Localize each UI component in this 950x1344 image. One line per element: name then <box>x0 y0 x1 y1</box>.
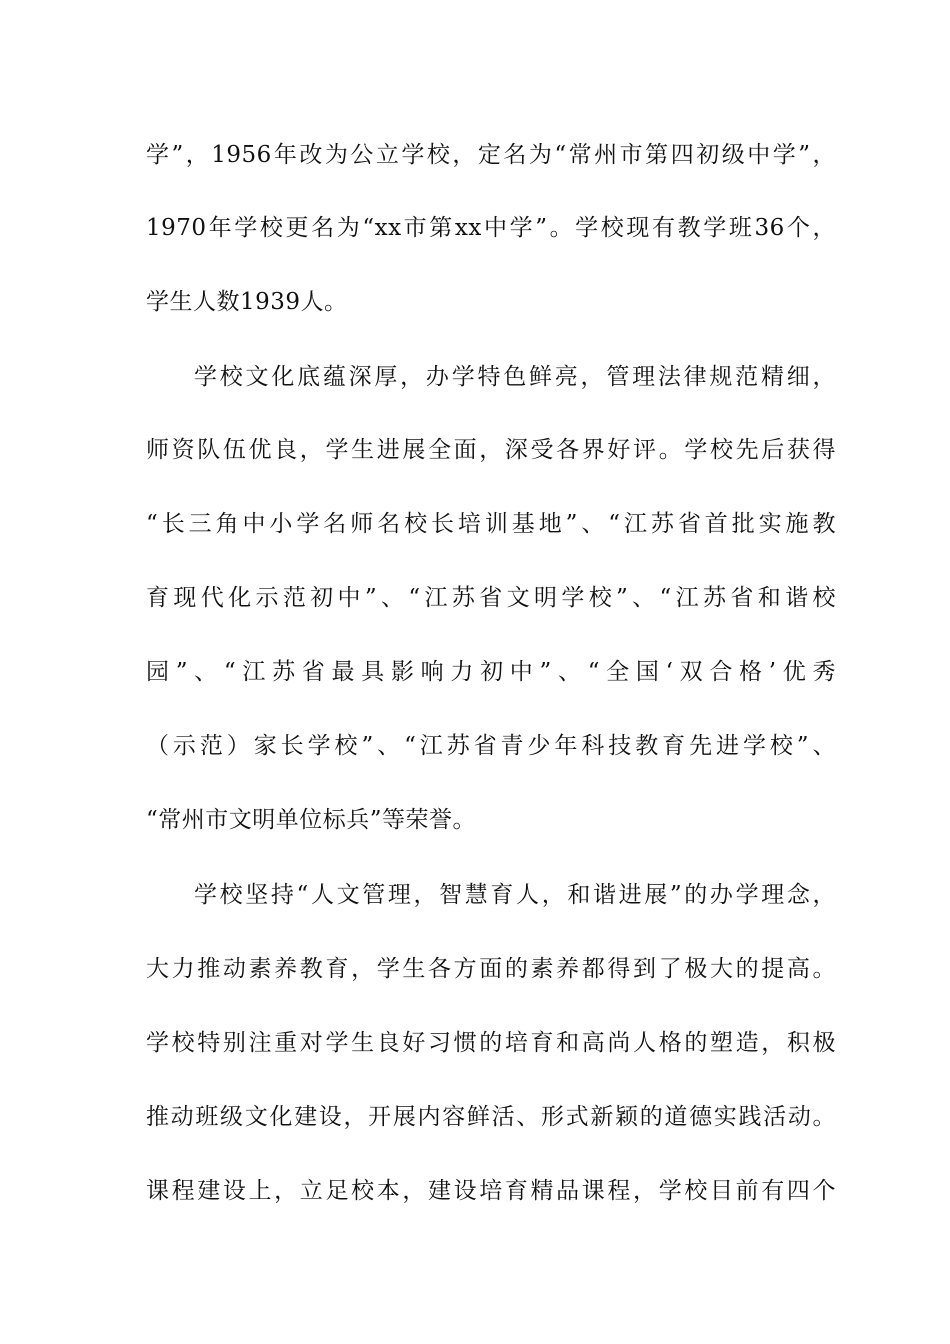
text-line: “常州市文明单位标兵”等荣誉。 <box>146 807 477 833</box>
text-line: （示范）家长学校”、“江苏省青少年科技教育先进学校”、 <box>146 733 836 759</box>
text-line: 1970年学校更名为“xx市第xx中学”。学校现有教学班36个， <box>146 215 836 241</box>
text-line: 师资队伍优良，学生进展全面，深受各界好评。学校先后获得 <box>146 437 836 463</box>
paragraph-first-line: 学校文化底蕴深厚，办学特色鲜亮，管理法律规范精细， <box>194 364 836 390</box>
paragraph-first-line: 学校坚持“人文管理，智慧育人，和谐进展”的办学理念， <box>194 882 836 908</box>
text-line: “长三角中小学名师名校长培训基地”、“江苏省首批实施教 <box>146 511 836 537</box>
text-line: 学校特别注重对学生良好习惯的培育和高尚人格的塑造，积极 <box>146 1030 836 1056</box>
text-line: 育现代化示范初中”、“江苏省文明学校”、“江苏省和谐校 <box>146 585 836 611</box>
text-line: 推动班级文化建设，开展内容鲜活、形式新颖的道德实践活动。 <box>146 1104 836 1130</box>
text-line: 园”、“江苏省最具影响力初中”、“全国‘双合格’优秀 <box>146 659 836 685</box>
text-line: 大力推动素养教育，学生各方面的素养都得到了极大的提高。 <box>146 956 836 982</box>
text-line: 学生人数1939人。 <box>146 289 348 315</box>
text-line: 学”，1956年改为公立学校，定名为“常州市第四初级中学”， <box>146 142 836 168</box>
text-line: 课程建设上，立足校本，建设培育精品课程，学校目前有四个 <box>146 1178 836 1204</box>
